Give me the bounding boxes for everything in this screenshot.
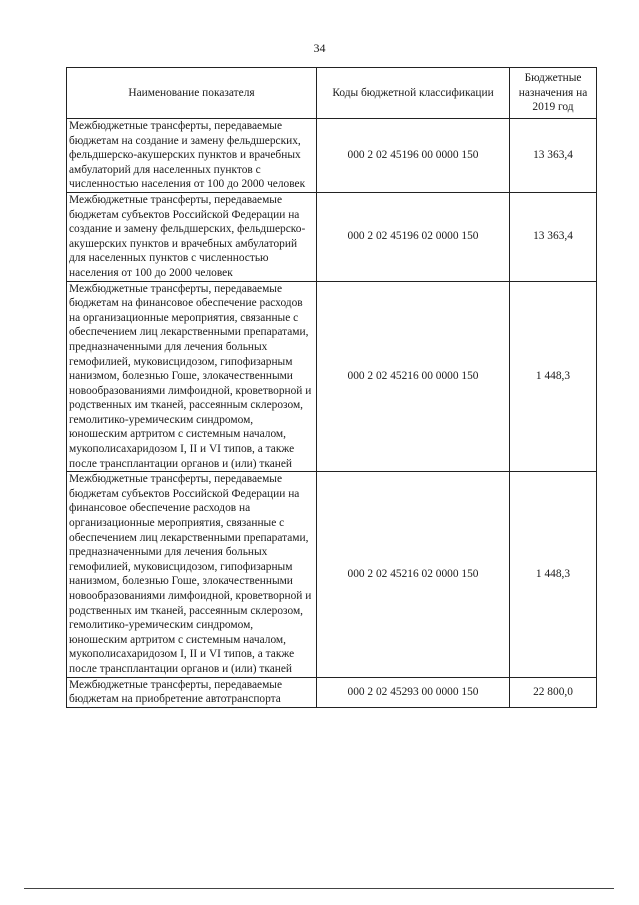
row-budget-code: 000 2 02 45293 00 0000 150 — [317, 677, 510, 707]
row-amount: 1 448,3 — [510, 472, 597, 677]
row-amount: 13 363,4 — [510, 192, 597, 281]
header-budget-allocations: Бюджетные назначения на 2019 год — [510, 68, 597, 119]
row-budget-code: 000 2 02 45196 00 0000 150 — [317, 119, 510, 193]
row-indicator-name: Межбюджетные трансферты, передаваемые бюджетам субъектов Российской Федерации на финансовое обеспечение расходов на организационные мероприятия, связанные с обеспечением лиц лекарственными препаратами, предназначенными для лечения больных гемофилией, муковисцидозом, гипофизарным нанизмом, болезнью Гоше, злокачественными новообразованиями лимфоидной, кроветворной и родственных им тканей, рассеянным склерозом, гемолитико-уремическим синдромом, юношеским артритом с системным началом, мукополисахаридозом I, II и VI типов, а также после трансплантации органов и (или) тканей — [67, 472, 317, 677]
row-indicator-name: Межбюджетные трансферты, передаваемые бюджетам на финансовое обеспечение расходов на организационные мероприятия, связанные с обеспечением лиц лекарственными препаратами, предназначенными для лечения больных гемофилией, муковисцидозом, гипофизарным нанизмом, болезнью Гоше, злокачественными новообразованиями лимфоидной, кроветворной и родственных им тканей, рассеянным склерозом, гемолитико-уремическим синдромом, юношеским артритом с системным началом, мукополисахаридозом I, II и VI типов, а также после трансплантации органов и (или) тканей — [67, 281, 317, 472]
table-row — [67, 677, 597, 707]
table-row — [67, 281, 597, 472]
table-row — [67, 192, 597, 281]
row-amount: 22 800,0 — [510, 677, 597, 707]
bottom-divider — [24, 888, 614, 889]
header-budget-codes: Коды бюджетной классификации — [317, 68, 510, 119]
table-row — [67, 472, 597, 677]
row-amount: 13 363,4 — [510, 119, 597, 193]
budget-table — [66, 67, 597, 708]
page-number: 34 — [313, 41, 326, 55]
row-amount: 1 448,3 — [510, 281, 597, 472]
row-budget-code: 000 2 02 45216 00 0000 150 — [317, 281, 510, 472]
row-budget-code: 000 2 02 45216 02 0000 150 — [317, 472, 510, 677]
row-budget-code: 000 2 02 45196 02 0000 150 — [317, 192, 510, 281]
row-indicator-name: Межбюджетные трансферты, передаваемые бюджетам на создание и замену фельдшерских, фельдшерско-акушерских пунктов и врачебных амбулаторий для населенных пунктов с численностью населения от 100 до 2000 человек — [67, 119, 317, 193]
row-indicator-name: Межбюджетные трансферты, передаваемые бюджетам субъектов Российской Федерации на создание и замену фельдшерских, фельдшерско-акушерских пунктов и врачебных амбулаторий для населенных пунктов с численностью населения от 100 до 2000 человек — [67, 192, 317, 281]
table-row — [67, 119, 597, 193]
header-indicator-name: Наименование показателя — [67, 68, 317, 119]
row-indicator-name: Межбюджетные трансферты, передаваемые бюджетам на приобретение автотранспорта — [67, 677, 317, 707]
table-header-row — [67, 68, 597, 119]
